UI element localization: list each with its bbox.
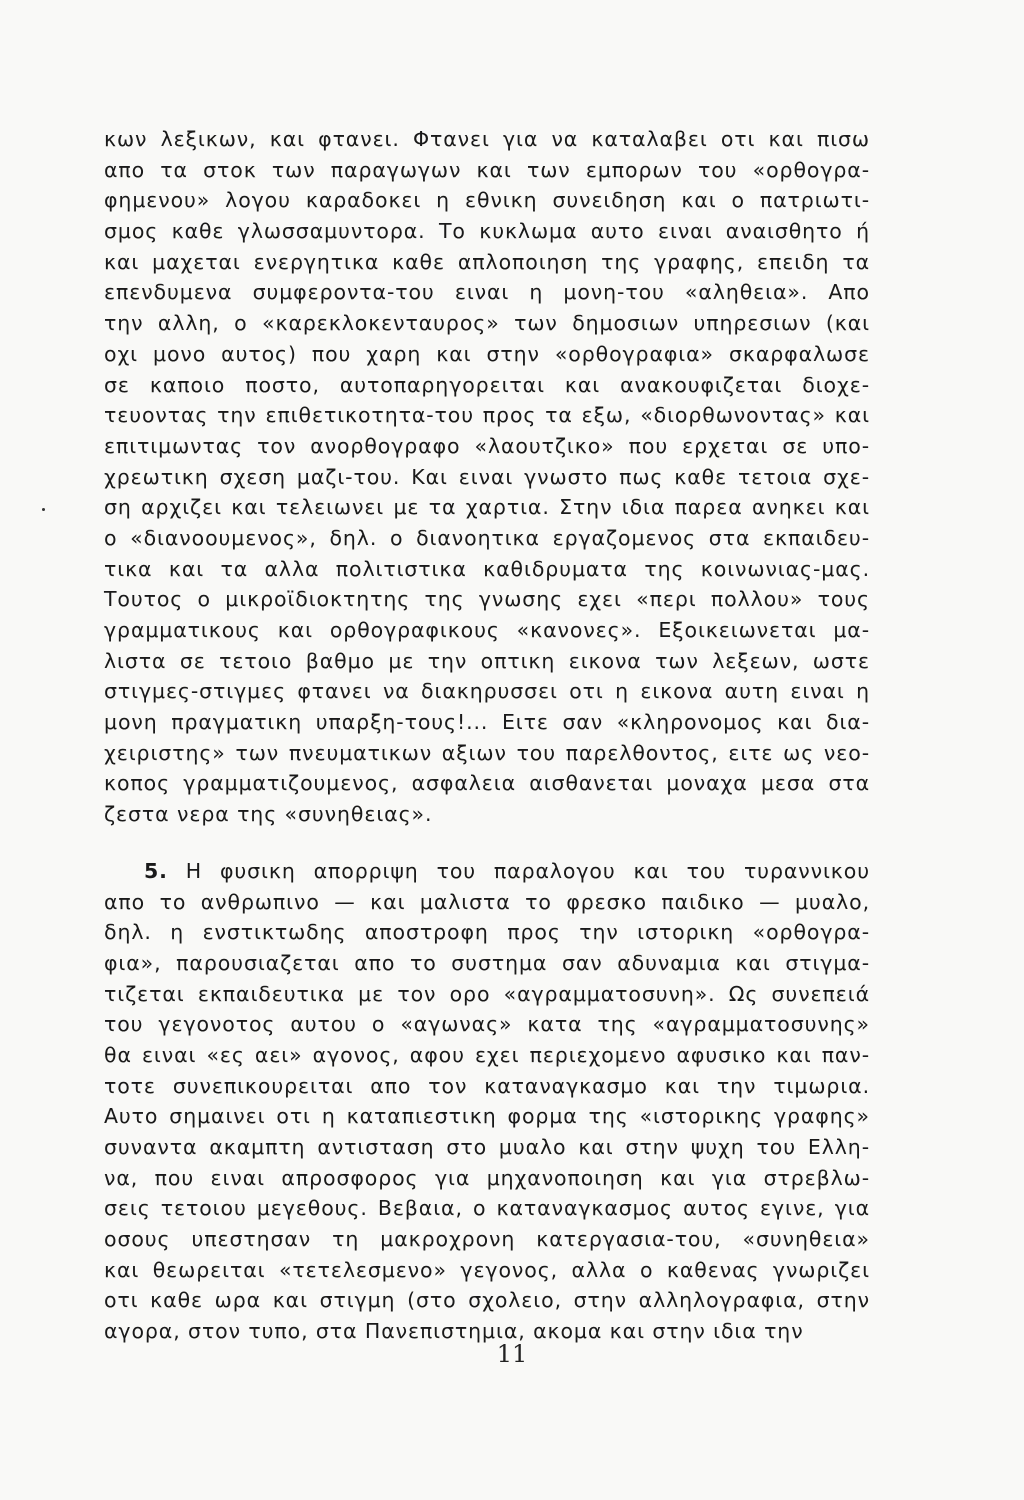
text-line — [104, 554, 870, 585]
text-line — [104, 185, 870, 216]
text-line — [104, 1040, 870, 1071]
line-text: τιζεται εκπαιδευτικα με τον ορο «αγραμματοσυνη». Ως συνεπειά — [104, 981, 870, 1006]
line-text: οτι καθε ωρα και στιγμη (στο σχολειο, στην αλληλογραφια, στην — [104, 1288, 870, 1313]
text-line — [104, 768, 870, 799]
page-number: 11 — [496, 1340, 528, 1368]
text-line — [104, 1009, 870, 1040]
line-text: δηλ. η ενστικτωδης αποστροφη προς την ιστορικη «ορθογρα- — [104, 920, 870, 945]
line-text: να, που ειναι απροσφορος για μηχανοποιηση και για στρεβλω- — [104, 1165, 870, 1190]
body-text — [104, 124, 870, 1347]
line-text: κοπος γραμματιζουμενος, ασφαλεια αισθανεται μοναχα μεσα στα — [104, 771, 870, 796]
line-text: ο «διανοουμενος», δηλ. ο διανοητικα εργαζομενος στα εκπαιδευ- — [104, 525, 870, 550]
text-line — [104, 887, 870, 918]
text-line — [104, 431, 870, 462]
line-text: απο το ανθρωπινο — και μαλιστα το φρεσκο παιδικο — μυαλο, — [104, 889, 870, 914]
text-line — [104, 676, 870, 707]
text-line — [104, 1071, 870, 1102]
text-line — [104, 799, 870, 830]
text-line — [104, 308, 870, 339]
line-text: θα ειναι «ες αει» αγονος, αφου εχει περιεχομενο αφυσικο και παν- — [104, 1042, 870, 1067]
text-line — [104, 948, 870, 979]
line-text: Τουτος ο μικροϊδιοκτητης της γνωσης εχει «περι πολλου» τους — [104, 587, 870, 612]
text-line — [104, 1193, 870, 1224]
text-line — [104, 523, 870, 554]
text-line — [104, 646, 870, 677]
line-text: του γεγονοτος αυτου ο «αγωνας» κατα της «αγραμματοσυνης» — [104, 1012, 870, 1037]
section-number: 5. — [144, 858, 168, 883]
line-text: φημενου» λογου καραδοκει η εθνικη συνειδηση και ο πατριωτι- — [104, 188, 870, 213]
line-text: και μαχεται ενεργητικα καθε απλοποιηση της γραφης, επειδη τα — [104, 249, 870, 274]
line-text: λιστα σε τετοιο βαθμο με την οπτικη εικονα των λεξεων, ωστε — [104, 648, 870, 673]
text-line — [104, 462, 870, 493]
line-text: συναντα ακαμπτη αντισταση στο μυαλο και στην ψυχη του Ελλη- — [104, 1135, 870, 1159]
line-text: απο τα στοκ των παραγωγων και των εμπορων του «ορθογρα- — [104, 157, 870, 182]
paragraph-gap — [104, 830, 870, 856]
line-text: Η φυσικη απορριψη του παραλογου και του τυραννικου — [185, 858, 870, 883]
text-line — [104, 124, 870, 155]
text-line — [104, 277, 870, 308]
line-text: ση αρχιζει και τελειωνει με τα χαρτια. Στην ιδια παρεα ανηκει και — [104, 495, 870, 520]
line-text: και θεωρειται «τετελεσμενο» γεγονος, αλλα ο καθενας γνωριζει — [104, 1257, 870, 1282]
text-line — [104, 1132, 870, 1163]
text-line — [104, 917, 870, 948]
text-line — [104, 1101, 870, 1132]
line-text: αγορα, στον τυπο, στα Πανεπιστημια, ακομα και στην ιδια την — [104, 1319, 804, 1344]
text-line — [104, 856, 870, 887]
line-text: επιτιμωντας τον ανορθογραφο «λαουτζικο» που ερχεται σε υπο- — [104, 433, 870, 458]
text-line — [104, 615, 870, 646]
line-text: χρεωτικη σχεση μαζι-του. Και ειναι γνωστο πως καθε τετοια σχε- — [104, 464, 870, 489]
line-text: μονη πραγματικη υπαρξη-τους!... Ειτε σαν «κληρονομος και δια- — [104, 710, 870, 735]
text-line — [104, 247, 870, 278]
line-text: τικα και τα αλλα πολιτιστικα καθιδρυματα της κοινωνιας-μας. — [104, 556, 870, 581]
line-text: τευοντας την επιθετικοτητα-του προς τα εξω, «διορθωνοντας» και — [104, 403, 870, 428]
line-text: σεις τετοιου μεγεθους. Βεβαια, ο καταναγκασμος αυτος εγινε, για — [104, 1196, 870, 1221]
text-line — [104, 707, 870, 738]
line-text: στιγμες-στιγμες φτανει να διακηρυσσει οτι η εικονα αυτη ειναι η — [104, 679, 870, 704]
text-line — [104, 216, 870, 247]
paragraph-5 — [104, 856, 870, 1347]
line-text: γραμματικους και ορθογραφικους «κανονες». Εξοικειωνεται μα- — [104, 618, 870, 642]
text-line — [104, 1163, 870, 1194]
paragraph-1 — [104, 124, 870, 830]
line-text: την αλλη, ο «καρεκλοκενταυρος» των δημοσιων υπηρεσιων (και — [104, 311, 870, 336]
scan-speck — [42, 508, 45, 511]
text-line — [104, 339, 870, 370]
line-text: σε καποιο ποστο, αυτοπαρηγορειται και ανακουφιζεται διοχε- — [104, 372, 870, 397]
line-text: χειριστης» των πνευματικων αξιων του παρελθοντος, ειτε ως νεο- — [104, 740, 870, 765]
line-text: σμος καθε γλωσσαμυντορα. Το κυκλωμα αυτο ειναι αναισθητο ή — [104, 219, 870, 244]
text-line — [104, 1285, 870, 1316]
text-line — [104, 1255, 870, 1286]
text-line — [104, 400, 870, 431]
line-text: φια», παρουσιαζεται απο το συστημα σαν αδυναμια και στιγμα- — [104, 950, 870, 975]
line-text: τοτε συνεπικουρειται απο τον καταναγκασμο και την τιμωρια. — [104, 1073, 870, 1098]
line-text: οχι μονο αυτος) που χαρη και στην «ορθογραφια» σκαρφαλωσε — [104, 341, 870, 366]
text-line — [104, 738, 870, 769]
line-text: Αυτο σημαινει οτι η καταπιεστικη φορμα της «ιστορικης γραφης» — [104, 1104, 870, 1129]
line-text: κων λεξικων, και φτανει. Φτανει για να καταλαβει οτι και πισω — [104, 127, 870, 151]
line-text: επενδυμενα συμφεροντα-του ειναι η μονη-του «αληθεια». Απο — [104, 280, 870, 305]
text-line — [104, 492, 870, 523]
text-line — [104, 1224, 870, 1255]
text-line — [104, 155, 870, 186]
text-line — [104, 979, 870, 1010]
text-line — [104, 584, 870, 615]
line-text: ζεστα νερα της «συνηθειας». — [104, 802, 433, 827]
text-line — [104, 370, 870, 401]
line-text: οσους υπεστησαν τη μακροχρονη κατεργασια-του, «συνηθεια» — [104, 1227, 870, 1252]
